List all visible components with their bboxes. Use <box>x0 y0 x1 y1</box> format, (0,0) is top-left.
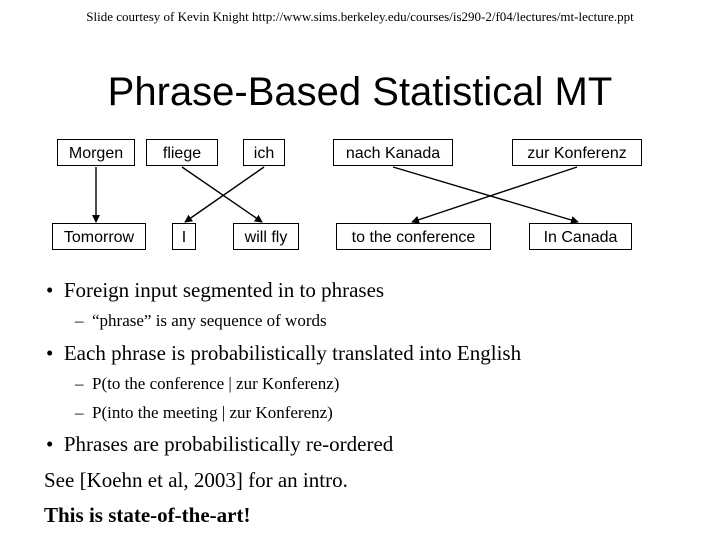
source-phrase-zur-konferenz: zur Konferenz <box>512 139 642 166</box>
arrow-ich-i <box>185 167 264 222</box>
bullet-glyph: • <box>46 341 54 365</box>
sub-bullet-1-1-text: “phrase” is any sequence of words <box>92 311 327 330</box>
bullet-3-text: Phrases are probabilistically re-ordered <box>63 432 394 456</box>
target-phrase-in-canada: In Canada <box>529 223 632 250</box>
sub-bullet-2-2-text: P(into the meeting | zur Konferenz) <box>92 403 333 422</box>
source-phrase-morgen: Morgen <box>57 139 135 166</box>
closing-line: This is state-of-the-art! <box>44 503 251 527</box>
source-phrase-fliege: fliege <box>146 139 218 166</box>
dash-glyph: – <box>75 403 84 422</box>
reference-line: See [Koehn et al, 2003] for an intro. <box>44 468 348 492</box>
source-phrase-ich: ich <box>243 139 285 166</box>
source-phrase-nach-kanada: nach Kanada <box>333 139 453 166</box>
dash-glyph: – <box>75 311 84 330</box>
bullet-glyph: • <box>46 278 54 302</box>
bullet-2-text: Each phrase is probabilistically translated into English <box>63 341 522 365</box>
bullet-3 <box>46 432 393 457</box>
sub-bullet-2-1 <box>75 374 339 394</box>
sub-bullet-2-2 <box>75 403 333 423</box>
dash-glyph: – <box>75 374 84 393</box>
arrow-fliege-willfly <box>182 167 262 222</box>
bullet-2 <box>46 341 521 366</box>
slide-title: Phrase-Based Statistical MT <box>107 70 613 114</box>
target-phrase-tomorrow: Tomorrow <box>52 223 146 250</box>
target-phrase-to-the-conference: to the conference <box>336 223 491 250</box>
target-phrase-will-fly: will fly <box>233 223 299 250</box>
sub-bullet-1-1 <box>75 311 327 331</box>
bullet-1 <box>46 278 384 303</box>
slide-credit: Slide courtesy of Kevin Knight http://www.sims.berkeley.edu/courses/is290-2/f04/lectures/mt-lecture.ppt <box>86 9 634 24</box>
sub-bullet-2-1-text: P(to the conference | zur Konferenz) <box>92 374 340 393</box>
bullet-1-text: Foreign input segmented in to phrases <box>63 278 385 302</box>
target-phrase-i: I <box>172 223 196 250</box>
bullet-glyph: • <box>46 432 54 456</box>
